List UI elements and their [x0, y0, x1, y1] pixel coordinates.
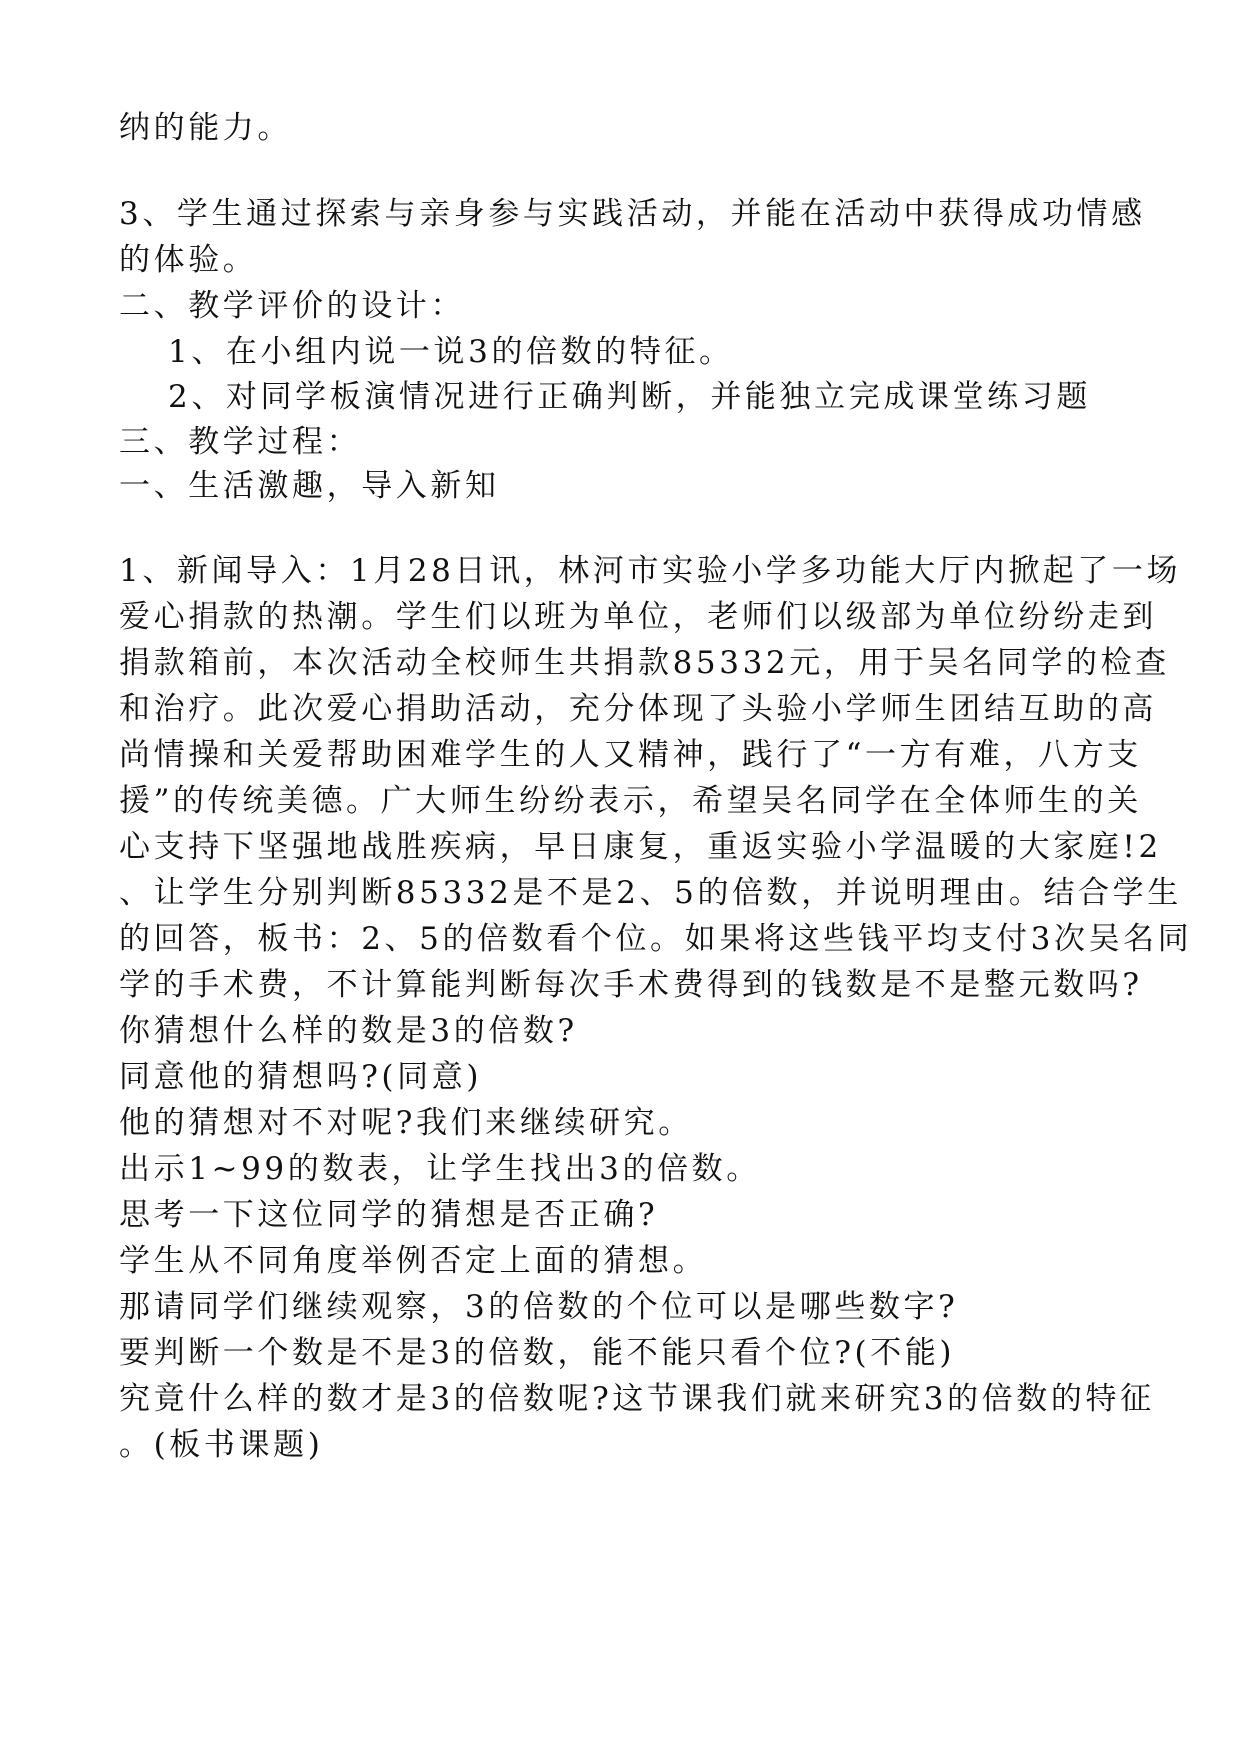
- section-heading: 三、教学过程：: [119, 424, 362, 460]
- text-line: 纳的能力。: [119, 110, 292, 146]
- text-line: 出示1~99的数表，让学生找出3的倍数。: [119, 1151, 761, 1187]
- text-line: 3、学生通过探索与亲身参与实践活动，并能在活动中获得成功情感: [119, 196, 1146, 232]
- text-line: 要判断一个数是不是3的倍数，能不能只看个位?(不能): [119, 1335, 956, 1371]
- text-line: 援”的传统美德。广大师生纷纷表示，希望吴名同学在全体师生的关: [119, 783, 1142, 819]
- text-line: 。(板书课题): [119, 1427, 324, 1463]
- text-line: 思考一下这位同学的猜想是否正确?: [119, 1197, 659, 1233]
- text-line: 他的猜想对不对呢?我们来继续研究。: [119, 1105, 693, 1141]
- text-line: 心支持下坚强地战胜疾病，早日康复，重返实验小学温暖的大家庭!2: [119, 829, 1162, 865]
- text-line: 爱心捐款的热潮。学生们以班为单位，老师们以级部为单位纷纷走到: [119, 599, 1157, 635]
- text-line: 同意他的猜想吗?(同意): [119, 1059, 483, 1095]
- text-line: 尚情操和关爱帮助困难学生的人又精神，践行了“一方有难，八方支: [119, 737, 1142, 773]
- text-line: 学的手术费，不计算能判断每次手术费得到的钱数是不是整元数吗?: [119, 967, 1143, 1003]
- text-line: 、让学生分别判断85332是不是2、5的倍数，并说明理由。结合学生: [119, 875, 1182, 911]
- text-line: 2、对同学板演情况进行正确判断，并能独立完成课堂练习题: [168, 379, 1091, 415]
- section-heading: 一、生活激趣，导入新知: [119, 468, 500, 504]
- text-line: 的回答，板书：2、5的倍数看个位。如果将这些钱平均支付3次吴名同: [119, 921, 1193, 957]
- text-line: 和治疗。此次爱心捐助活动，充分体现了头验小学师生团结互助的高: [119, 691, 1157, 727]
- text-line: 你猜想什么样的数是3的倍数?: [119, 1013, 578, 1049]
- text-line: 学生从不同角度举例否定上面的猜想。: [119, 1243, 708, 1279]
- text-line: 1、新闻导入：1月28日讯，林河市实验小学多功能大厅内掀起了一场: [119, 553, 1182, 589]
- text-line: 那请同学们继续观察，3的倍数的个位可以是哪些数字?: [119, 1289, 959, 1325]
- text-line: 捐款箱前，本次活动全校师生共捐款85332元，用于吴名同学的检查: [119, 645, 1170, 681]
- text-line: 究竟什么样的数才是3的倍数呢?这节课我们就来研究3的倍数的特征: [119, 1381, 1155, 1417]
- text-line: 1、在小组内说一说3的倍数的特征。: [168, 334, 734, 370]
- text-line: 的体验。: [119, 242, 258, 278]
- section-heading: 二、教学评价的设计：: [119, 288, 465, 324]
